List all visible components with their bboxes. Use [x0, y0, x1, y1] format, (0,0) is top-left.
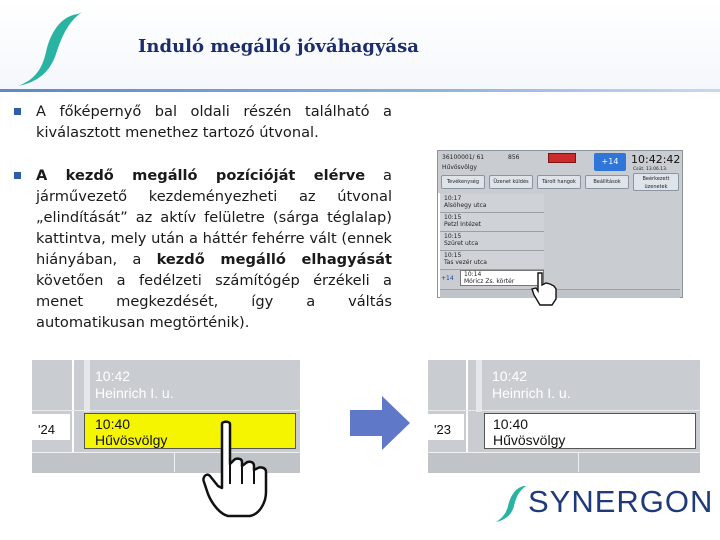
upper-stop-time: 10:42	[95, 368, 131, 384]
upper-stop-name: Heinrich I. u.	[95, 385, 174, 401]
bullet-bold-phrase-2: kezdő megálló elhagyását	[156, 251, 392, 268]
active-stop-name: Hűvösvölgy	[493, 432, 566, 448]
active-stop-time: 10:40	[95, 416, 131, 432]
bullet-text-1: A főképernyő bal oldali részén található a kiválasztott menethez tartozó útvonal.	[36, 103, 392, 141]
delay-indicator: +14	[594, 153, 626, 171]
synergon-logo-icon	[494, 484, 528, 524]
bullet-marker	[14, 108, 21, 115]
offset-counter: +14	[441, 275, 454, 282]
bottom-divider	[578, 453, 579, 472]
bullet-text-2	[36, 165, 392, 333]
stop-counter: '23	[434, 422, 451, 437]
route-panel-after	[428, 360, 700, 472]
send-message-button[interactable]: Üzenet küldés	[489, 175, 533, 189]
settings-button[interactable]: Beállítások	[585, 175, 629, 189]
row-divider	[428, 410, 700, 411]
red-status-icon	[548, 153, 576, 163]
pointing-hand-icon	[200, 420, 272, 520]
bullet-text-part: követően a fedélzeti számítógép érzékeli a menet megkezdését, így a váltás automatikusan megtörténik).	[36, 272, 392, 331]
right-arrow-icon	[350, 396, 412, 450]
swoosh-logo-icon	[12, 8, 94, 90]
header-divider	[0, 89, 720, 92]
bullet-marker	[14, 172, 21, 179]
inbox-button[interactable]: Beérkezett üzenetek	[633, 173, 679, 191]
route-line	[476, 360, 482, 412]
active-stop-time: 10:40	[493, 416, 529, 432]
upper-stop-name: Heinrich I. u.	[492, 385, 571, 401]
stored-sounds-button[interactable]: Tárolt hangok	[537, 175, 581, 189]
route-number: 856	[508, 154, 520, 161]
list-item: 10:15 Tas vezér utca	[440, 251, 544, 270]
bottom-divider	[174, 453, 175, 472]
route-code: 36100001/ 61	[442, 154, 485, 161]
activity-button[interactable]: Tevékenység	[441, 175, 485, 189]
list-item: 10:17 Alsóhegy utca	[440, 194, 544, 213]
clock: 10:42:42	[631, 153, 681, 166]
bullet-text-part: a járművezető kezdeményezheti az útvonal „elindítását” az aktív felületre (sárga téglalap) kattintva, mely után a háttér fehérre vált (ennek hiányában, a	[36, 167, 392, 268]
stop-counter: '24	[38, 422, 55, 437]
date-label: Csüt. 13.06.13.	[633, 167, 668, 172]
row-divider	[32, 410, 300, 411]
bullet-bold-phrase-1: A kezdő megálló pozícióját elérve	[36, 167, 366, 184]
destination-label: Hűvösvölgy	[442, 164, 477, 171]
list-item: 10:15 Petzl Intézet	[440, 213, 544, 232]
slide-title: Induló megálló jóváhagyása	[138, 36, 419, 57]
upper-stop-time: 10:42	[492, 368, 528, 384]
bottom-bar	[428, 452, 700, 473]
active-stop-button[interactable]	[484, 413, 696, 449]
active-stop-name: Hűvösvölgy	[95, 432, 168, 448]
brand-wordmark: SYNERGON	[528, 484, 714, 519]
route-line	[84, 360, 90, 412]
pointing-hand-icon	[526, 269, 566, 309]
list-item: 10:15 Szüret utca	[440, 232, 544, 251]
device-screen-thumbnail	[437, 150, 683, 298]
active-stop-row[interactable]: 10:14 Móricz Zs. körtér	[460, 270, 544, 286]
